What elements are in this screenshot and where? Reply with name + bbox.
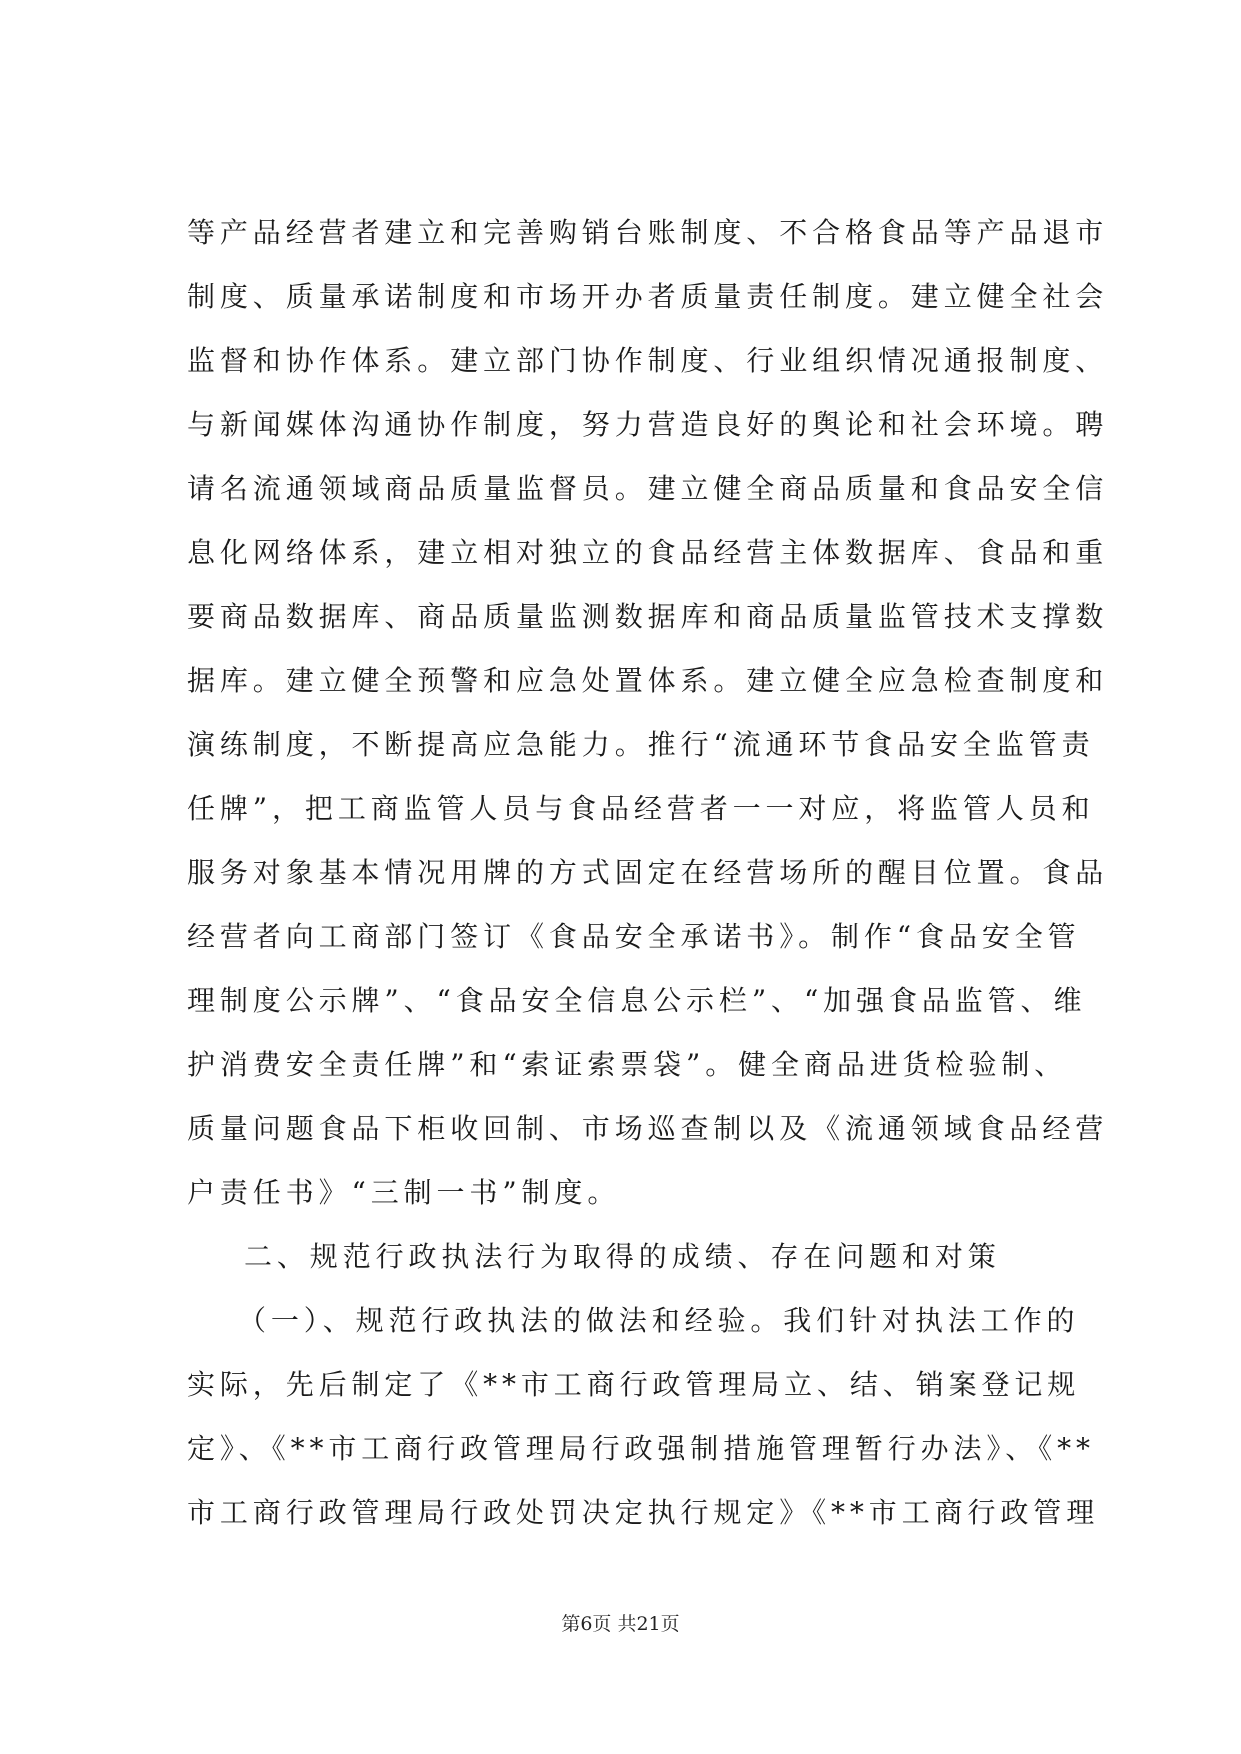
body-text-line: 制度、质量承诺制度和市场开办者质量责任制度。建立健全社会 [187, 280, 1109, 313]
body-text-line: 实际，先后制定了《**市工商行政管理局立、结、销案登记规 [187, 1368, 1081, 1401]
body-text-line: 要商品数据库、商品质量监测数据库和商品质量监管技术支撑数 [187, 600, 1109, 633]
body-text-line: 服务对象基本情况用牌的方式固定在经营场所的醒目位置。食品 [187, 856, 1109, 889]
body-text-line: 任牌”，把工商监管人员与食品经营者一一对应，将监管人员和 [187, 792, 1095, 825]
body-text-line: 经营者向工商部门签订《食品安全承诺书》。制作“食品安全管 [187, 920, 1081, 953]
body-text-line: 质量问题食品下柜收回制、市场巡查制以及《流通领域食品经营 [187, 1112, 1109, 1145]
body-text-line: 据库。建立健全预警和应急处置体系。建立健全应急检查制度和 [187, 664, 1109, 697]
body-text-line: 护消费安全责任牌”和“索证索票袋”。健全商品进货检验制、 [187, 1048, 1068, 1081]
page-number-footer: 第6页 共21页 [561, 1613, 680, 1635]
body-text-line: 监督和协作体系。建立部门协作制度、行业组织情况通报制度、 [187, 344, 1109, 377]
body-text-line: 与新闻媒体沟通协作制度，努力营造良好的舆论和社会环境。聘 [187, 408, 1109, 441]
body-text-line: 定》、《**市工商行政管理局行政强制措施管理暂行办法》、《** [187, 1432, 1095, 1465]
subsection-paragraph-start: （一）、规范行政执法的做法和经验。我们针对执法工作的 [238, 1304, 1080, 1337]
body-text-line: 请名流通领域商品质量监督员。建立健全商品质量和食品安全信 [187, 472, 1109, 505]
body-text-line: 演练制度，不断提高应急能力。推行“流通环节食品安全监管责 [187, 728, 1095, 761]
body-text-line: 理制度公示牌”、“食品安全信息公示栏”、“加强食品监管、维 [187, 984, 1087, 1017]
body-text-line: 息化网络体系，建立相对独立的食品经营主体数据库、食品和重 [187, 536, 1109, 569]
body-text-line: 市工商行政管理局行政处罚决定执行规定》《**市工商行政管理 [187, 1496, 1100, 1529]
body-text-line: 等产品经营者建立和完善购销台账制度、不合格食品等产品退市 [187, 216, 1109, 249]
section-heading: 二、规范行政执法行为取得的成绩、存在问题和对策 [244, 1240, 1001, 1273]
body-text-line: 户责任书》“三制一书”制度。 [187, 1176, 621, 1209]
